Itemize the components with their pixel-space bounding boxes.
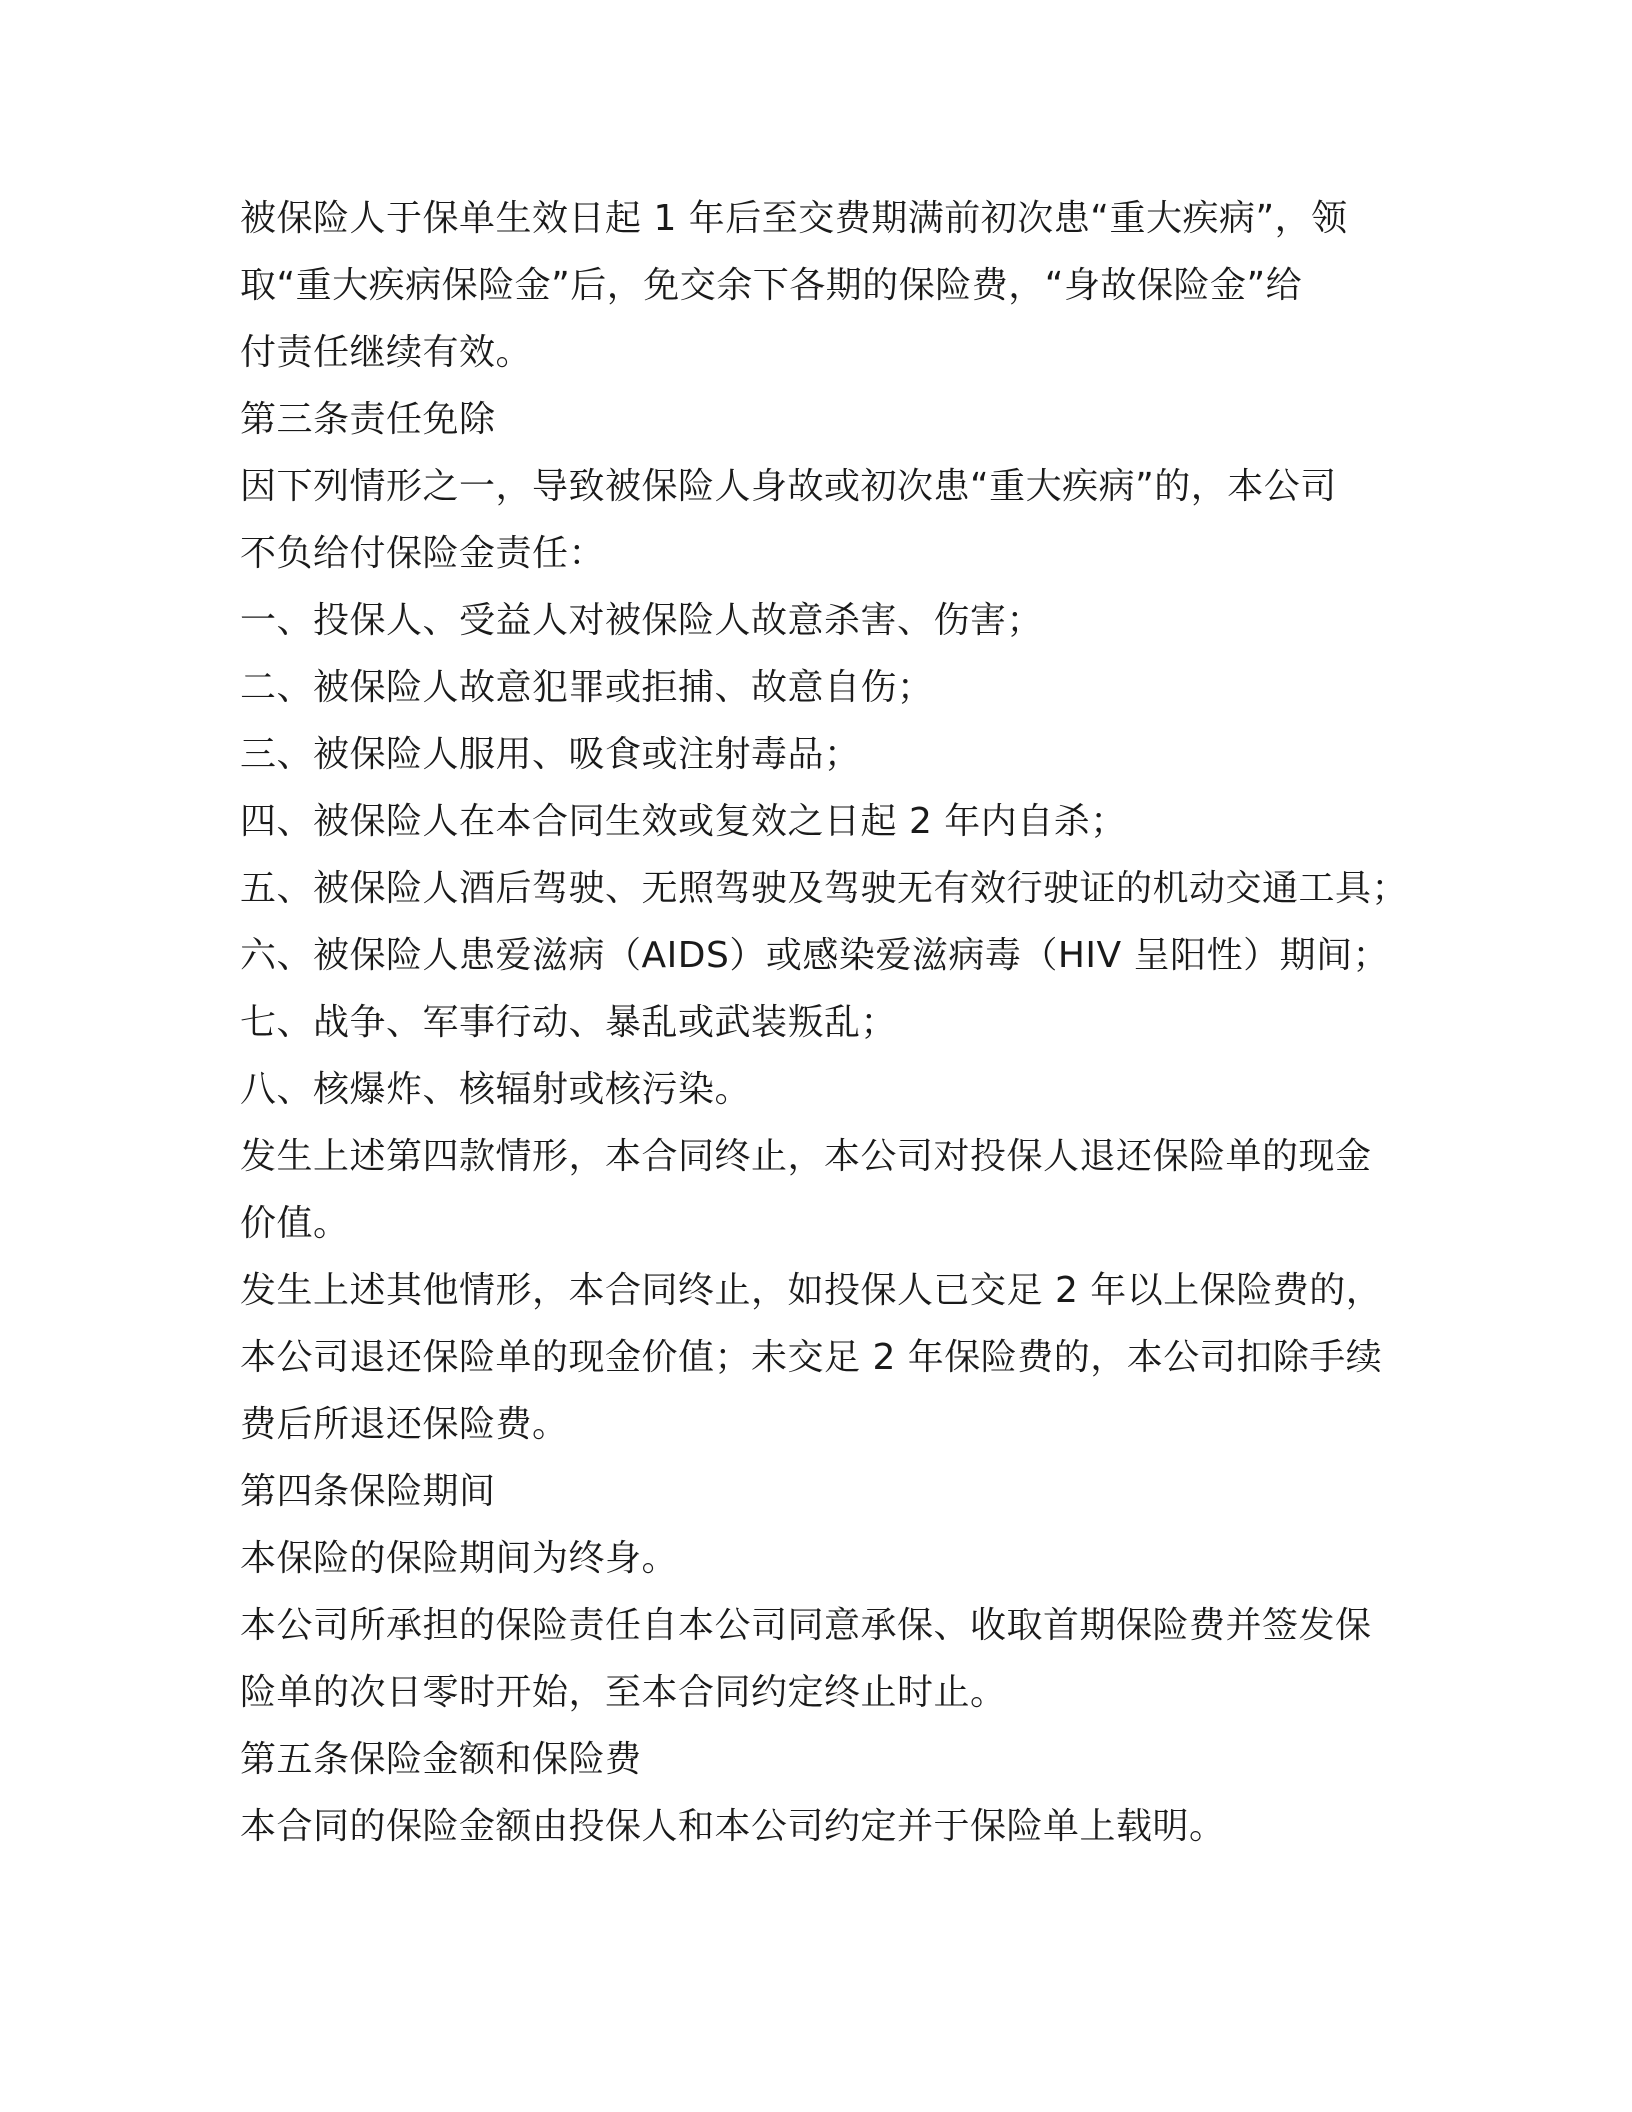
text-line: 本公司所承担的保险责任自本公司同意承保、收取首期保险费并签发保 <box>240 1605 1372 1646</box>
text-line: 付责任继续有效。 <box>240 332 533 373</box>
section-heading-article-3: 第三条责任免除 <box>240 399 496 440</box>
text-line: 被保险人于保单生效日起 1 年后至交费期满前初次患“重大疾病”，领 <box>240 198 1348 239</box>
text-line: 发生上述其他情形，本合同终止，如投保人已交足 2 年以上保险费的， <box>240 1270 1383 1311</box>
list-item-3: 三、被保险人服用、吸食或注射毒品； <box>240 734 861 775</box>
list-item-5: 五、被保险人酒后驾驶、无照驾驶及驾驶无有效行驶证的机动交通工具； <box>240 868 1409 909</box>
text-line: 不负给付保险金责任： <box>240 533 606 574</box>
list-item-2: 二、被保险人故意犯罪或拒捕、故意自伤； <box>240 667 934 708</box>
section-heading-article-5: 第五条保险金额和保险费 <box>240 1739 642 1780</box>
list-item-4: 四、被保险人在本合同生效或复效之日起 2 年内自杀； <box>240 801 1127 842</box>
text-line: 价值。 <box>240 1203 350 1244</box>
list-item-1: 一、投保人、受益人对被保险人故意杀害、伤害； <box>240 600 1044 641</box>
text-line: 发生上述第四款情形，本合同终止，本公司对投保人退还保险单的现金 <box>240 1136 1372 1177</box>
list-item-7: 七、战争、军事行动、暴乱或武装叛乱； <box>240 1002 898 1043</box>
text-line: 取“重大疾病保险金”后，免交余下各期的保险费，“身故保险金”给 <box>240 265 1303 306</box>
text-line: 本合同的保险金额由投保人和本公司约定并于保险单上载明。 <box>240 1806 1226 1847</box>
list-item-6: 六、被保险人患爱滋病（AIDS）或感染爱滋病毒（HIV 呈阳性）期间； <box>240 935 1390 976</box>
text-line: 本保险的保险期间为终身。 <box>240 1538 679 1579</box>
text-line: 费后所退还保险费。 <box>240 1404 569 1445</box>
section-heading-article-4: 第四条保险期间 <box>240 1471 496 1512</box>
document-body <box>240 185 1409 1860</box>
text-line: 险单的次日零时开始，至本合同约定终止时止。 <box>240 1672 1007 1713</box>
list-item-8: 八、核爆炸、核辐射或核污染。 <box>240 1069 752 1110</box>
text-line: 因下列情形之一，导致被保险人身故或初次患“重大疾病”的，本公司 <box>240 466 1337 507</box>
text-line: 本公司退还保险单的现金价值；未交足 2 年保险费的，本公司扣除手续 <box>240 1337 1383 1378</box>
